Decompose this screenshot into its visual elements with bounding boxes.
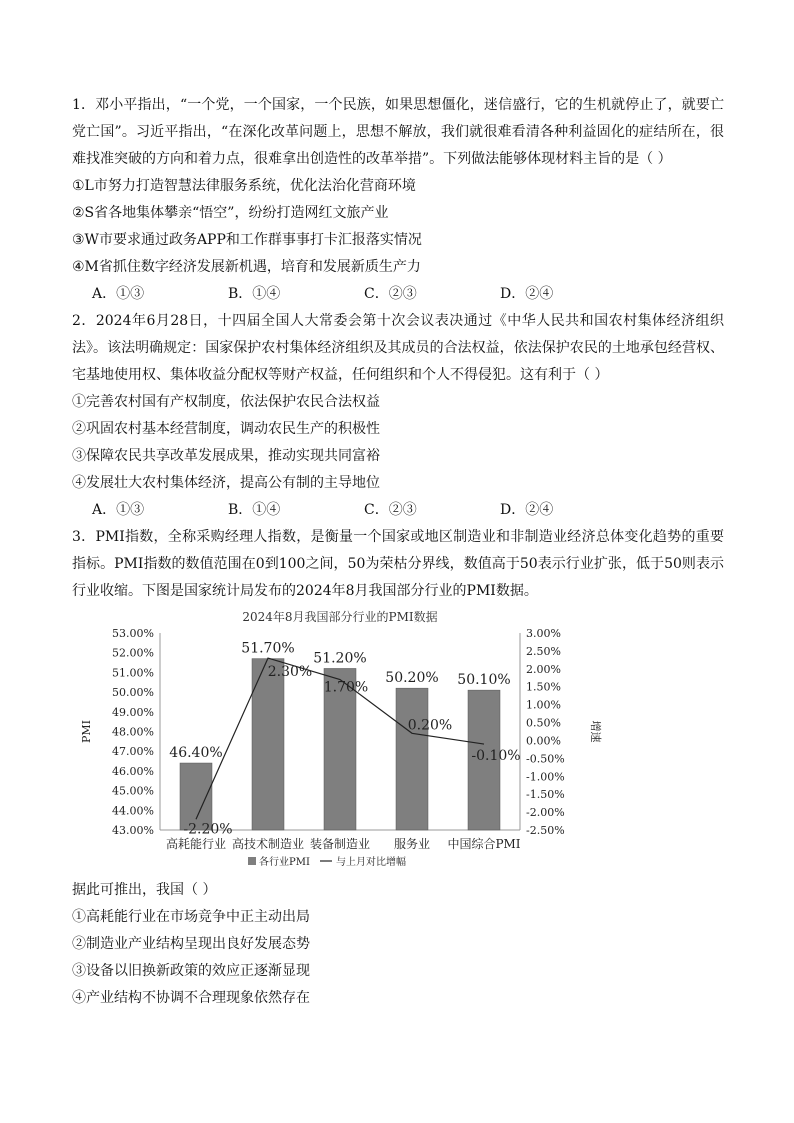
- q3-stem: 3．PMI指数，全称采购经理人指数，是衡量一个国家或地区制造业和非制造业经济总体变化趋势的重要指标。PMI指数的数值范围在0到100之间，50为荣枯分界线，数值高于50表示行业扩张，低于50则表示行业收缩。下图是国家统计局发布的2024年8月我国部分行业的PMI数据。: [72, 529, 724, 599]
- y2-tick-label: -2.00%: [526, 806, 565, 820]
- q2-option-2: ②巩固农村基本经营制度，调动农民生产的积极性: [72, 421, 380, 437]
- y-tick-label: 43.00%: [112, 824, 154, 837]
- q1-choice-a[interactable]: A．①③: [92, 286, 145, 302]
- q2-option-1: ①完善农村国有产权制度，依法保护农民合法权益: [72, 394, 380, 410]
- q2-stem: 2．2024年6月28日，十四届全国人大常委会第十次会议表决通过《中华人民共和国农村集体经济组织法》。该法明确规定：国家保护农村集体经济组织及其成员的合法权益，依法保护农民的土地承包经营权、宅基地使用权、集体收益分配权等财产权益，任何组织和个人不得侵犯。这有利于（ ）: [72, 313, 724, 383]
- y2-tick-label: -2.50%: [526, 824, 565, 837]
- y2-tick-label: 1.50%: [526, 680, 561, 694]
- q2-choice-a[interactable]: A．①③: [92, 502, 145, 518]
- q3-option-2: ②制造业产业结构呈现出良好发展态势: [72, 936, 310, 952]
- y2-tick-label: 2.00%: [526, 662, 561, 676]
- growth-label: 0.20%: [407, 717, 453, 734]
- y2-tick-label: -1.00%: [526, 770, 565, 784]
- y-tick-label: 51.00%: [112, 666, 154, 680]
- q2-choices: [72, 497, 724, 524]
- pmi-bar: [396, 688, 428, 830]
- growth-label: -2.20%: [183, 821, 233, 838]
- pmi-chart-svg: [76, 607, 602, 877]
- growth-label: 2.30%: [267, 664, 313, 681]
- q3-option-3: ③设备以旧换新政策的效应正逐渐显现: [72, 963, 310, 979]
- chart-title: 2024年8月我国部分行业的PMI数据: [242, 610, 438, 624]
- question-page: [72, 92, 724, 1012]
- x-tick-label: 装备制造业: [309, 837, 371, 851]
- y-tick-label: 49.00%: [112, 705, 154, 719]
- pmi-bar-label: 50.20%: [385, 670, 439, 687]
- q1-choices: [72, 281, 724, 308]
- growth-label: -0.10%: [471, 748, 521, 765]
- pmi-chart: [76, 607, 602, 877]
- q1-choice-d[interactable]: D．②④: [500, 286, 554, 302]
- q1-option-4: ④M省抓住数字经济发展新机遇，培育和发展新质生产力: [72, 259, 421, 275]
- x-tick-label: 高技术制造业: [231, 837, 305, 851]
- y2-tick-label: 3.00%: [526, 627, 561, 640]
- q2-option-4: ④发展壮大农村集体经济，提高公有制的主导地位: [72, 475, 380, 491]
- y2-tick-label: 0.50%: [526, 716, 561, 730]
- y2-axis-title: 增速: [589, 720, 602, 743]
- q2-choice-b[interactable]: B．①④: [228, 502, 281, 518]
- q3-option-1: ①高耗能行业在市场竞争中正主动出局: [72, 909, 310, 925]
- pmi-bar-label: 46.40%: [169, 745, 223, 762]
- x-tick-label: 服务业: [393, 837, 431, 851]
- q2-option-3: ③保障农民共享改革发展成果，推动实现共同富裕: [72, 448, 380, 464]
- y2-tick-label: 1.00%: [526, 698, 561, 712]
- q1-choice-c[interactable]: C．②③: [364, 286, 417, 302]
- y-axis-title: PMI: [80, 719, 93, 744]
- y-tick-label: 50.00%: [112, 686, 154, 700]
- y-tick-label: 46.00%: [112, 764, 154, 778]
- legend-line-label: 与上月对比增幅: [336, 857, 406, 868]
- pmi-bar-label: 51.70%: [241, 640, 295, 657]
- y2-tick-label: -1.50%: [526, 788, 565, 802]
- pmi-bar: [180, 763, 212, 830]
- y2-tick-label: -0.50%: [526, 752, 565, 766]
- legend-bar-label: 各行业PMI: [259, 857, 310, 868]
- q1-option-2: ②S省各地集体攀亲“悟空”，纷纷打造网红文旅产业: [72, 205, 389, 221]
- q1-option-3: ③W市要求通过政务APP和工作群事事打卡汇报落实情况: [72, 232, 422, 248]
- q1-stem: 1．邓小平指出，“一个党，一个国家，一个民族，如果思想僵化，迷信盛行，它的生机就停止了，就要亡党亡国”。习近平指出，“在深化改革问题上，思想不解放，我们就很难看清各种利益固化的症结所在，很难找准突破的方向和着力点，很难拿出创造性的改革举措”。下列做法能够体现材料主旨的是（ ）: [72, 97, 724, 167]
- y2-tick-label: 2.50%: [526, 644, 561, 658]
- legend-bar-swatch: [248, 857, 256, 865]
- pmi-bar-label: 51.20%: [313, 650, 367, 667]
- q3-after-text: 据此可推出，我国（ ）: [72, 882, 217, 898]
- q1-option-1: ①L市努力打造智慧法律服务系统，优化法治化营商环境: [72, 178, 416, 194]
- y-tick-label: 53.00%: [112, 627, 154, 640]
- y-tick-label: 45.00%: [112, 784, 154, 798]
- q3-option-4: ④产业结构不协调不合理现象依然存在: [72, 990, 310, 1006]
- y-tick-label: 47.00%: [112, 745, 154, 759]
- y-tick-label: 44.00%: [112, 804, 154, 818]
- q2-choice-d[interactable]: D．②④: [500, 502, 554, 518]
- y-tick-label: 52.00%: [112, 646, 154, 660]
- x-tick-label: 高耗能行业: [165, 837, 227, 851]
- growth-label: 1.70%: [323, 679, 369, 696]
- y-tick-label: 48.00%: [112, 725, 154, 739]
- q2-choice-c[interactable]: C．②③: [364, 502, 417, 518]
- y2-tick-label: 0.00%: [526, 734, 561, 748]
- x-tick-label: 中国综合PMI: [447, 837, 521, 851]
- pmi-bar-label: 50.10%: [457, 672, 511, 689]
- q1-choice-b[interactable]: B．①④: [228, 286, 281, 302]
